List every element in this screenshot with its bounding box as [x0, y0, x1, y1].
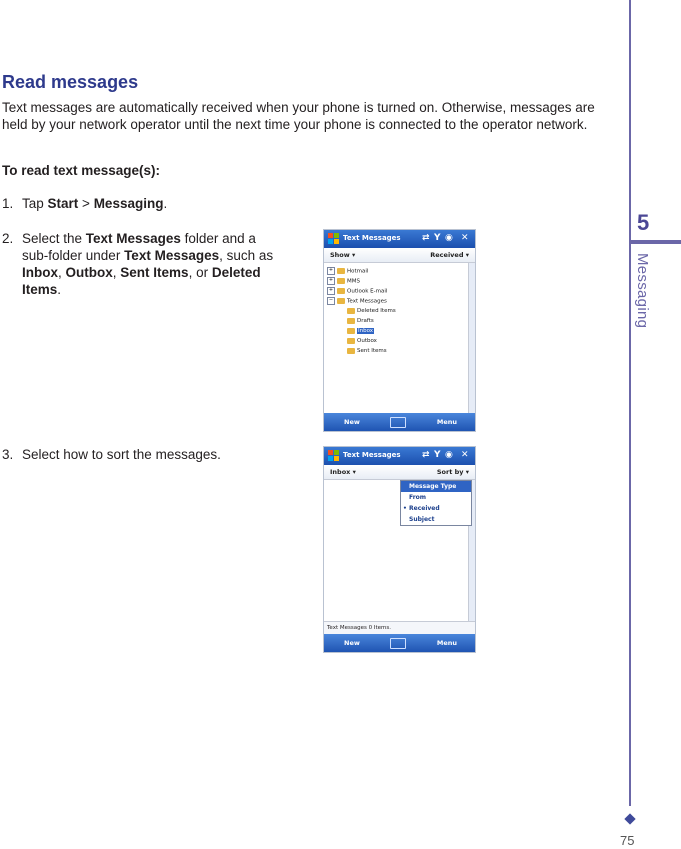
folder-icon — [347, 318, 355, 324]
procedure-heading: To read text message(s): — [2, 163, 161, 178]
page-number: 75 — [620, 833, 635, 848]
folder-outbox[interactable]: Outbox — [347, 337, 377, 345]
folder-icon — [337, 278, 345, 284]
chapter-tab-marker — [629, 240, 681, 244]
sort-options-menu — [400, 480, 472, 526]
sort-by-menu[interactable]: Sort by ▾ — [436, 468, 469, 476]
connectivity-icon[interactable]: ⇄ — [422, 233, 430, 243]
chapter-rail — [629, 0, 631, 806]
folder-drafts[interactable]: Drafts — [347, 317, 374, 325]
title-bar — [324, 230, 475, 248]
chapter-label: Messaging — [634, 253, 651, 329]
app-title: Text Messages — [343, 451, 401, 459]
softkey-bar — [324, 413, 475, 431]
folder-icon — [347, 308, 355, 314]
keyboard-icon[interactable] — [390, 638, 406, 649]
folder-text-messages[interactable]: − Text Messages — [328, 297, 387, 305]
intro-paragraph: Text messages are automatically received when your phone is turned on. Otherwise, messages are held by your network operator until the next time your phone is connected to the operator network. — [2, 100, 595, 132]
screenshot-folder-tree — [323, 229, 476, 432]
view-menu-bar — [324, 248, 475, 263]
expand-icon: + — [328, 277, 334, 283]
sort-option-subject[interactable]: Subject — [409, 516, 435, 523]
title-bar — [324, 447, 475, 465]
folder-outlook-email[interactable]: + Outlook E-mail — [328, 287, 388, 295]
windows-start-icon[interactable] — [328, 233, 339, 244]
menu-softkey[interactable]: Menu — [436, 639, 457, 647]
sort-option-message-type[interactable]: Message Type — [401, 481, 471, 492]
screenshot-sort-menu — [323, 446, 476, 653]
folder-tree-area — [324, 263, 475, 413]
volume-icon[interactable]: ◉ — [445, 233, 453, 243]
selected-dot-icon: • — [403, 505, 407, 512]
sort-option-from[interactable]: From — [409, 494, 427, 501]
signal-icon[interactable]: Y — [434, 233, 441, 243]
folder-icon — [337, 288, 345, 294]
view-menu-bar — [324, 465, 475, 480]
folder-sent-items[interactable]: Sent Items — [347, 347, 387, 355]
new-softkey[interactable]: New — [344, 418, 360, 426]
folder-mms[interactable]: + MMS — [328, 277, 360, 285]
folder-tree — [324, 263, 469, 413]
expand-icon: + — [328, 267, 334, 273]
message-list-area — [324, 480, 475, 621]
menu-softkey[interactable]: Menu — [436, 418, 457, 426]
connectivity-icon[interactable]: ⇄ — [422, 450, 430, 460]
diamond-icon — [624, 813, 635, 824]
folder-icon — [337, 268, 345, 274]
sort-option-received[interactable]: • Received — [403, 505, 440, 512]
scrollbar[interactable] — [468, 263, 475, 413]
close-icon[interactable]: ✕ — [461, 233, 469, 243]
folder-deleted-items[interactable]: Deleted Items — [347, 307, 396, 315]
new-softkey[interactable]: New — [344, 639, 360, 647]
received-menu[interactable]: Received ▾ — [430, 251, 469, 259]
close-icon[interactable]: ✕ — [461, 450, 469, 460]
folder-icon — [347, 328, 355, 334]
softkey-bar — [324, 634, 475, 652]
status-bar: Text Messages 0 Items. — [324, 621, 475, 634]
expand-icon: + — [328, 287, 334, 293]
page-heading: Read messages — [2, 72, 139, 92]
folder-icon — [337, 298, 345, 304]
volume-icon[interactable]: ◉ — [445, 450, 453, 460]
collapse-icon: − — [328, 297, 334, 303]
windows-start-icon[interactable] — [328, 450, 339, 461]
keyboard-icon[interactable] — [390, 417, 406, 428]
folder-icon — [347, 338, 355, 344]
folder-inbox[interactable]: Inbox — [347, 327, 374, 335]
signal-icon[interactable]: Y — [434, 450, 441, 460]
folder-hotmail[interactable]: + Hotmail — [328, 267, 369, 275]
chapter-number: 5 — [637, 210, 650, 235]
inbox-menu[interactable]: Inbox ▾ — [330, 468, 356, 476]
app-title: Text Messages — [343, 234, 401, 242]
folder-icon — [347, 348, 355, 354]
show-menu[interactable]: Show ▾ — [330, 251, 356, 259]
